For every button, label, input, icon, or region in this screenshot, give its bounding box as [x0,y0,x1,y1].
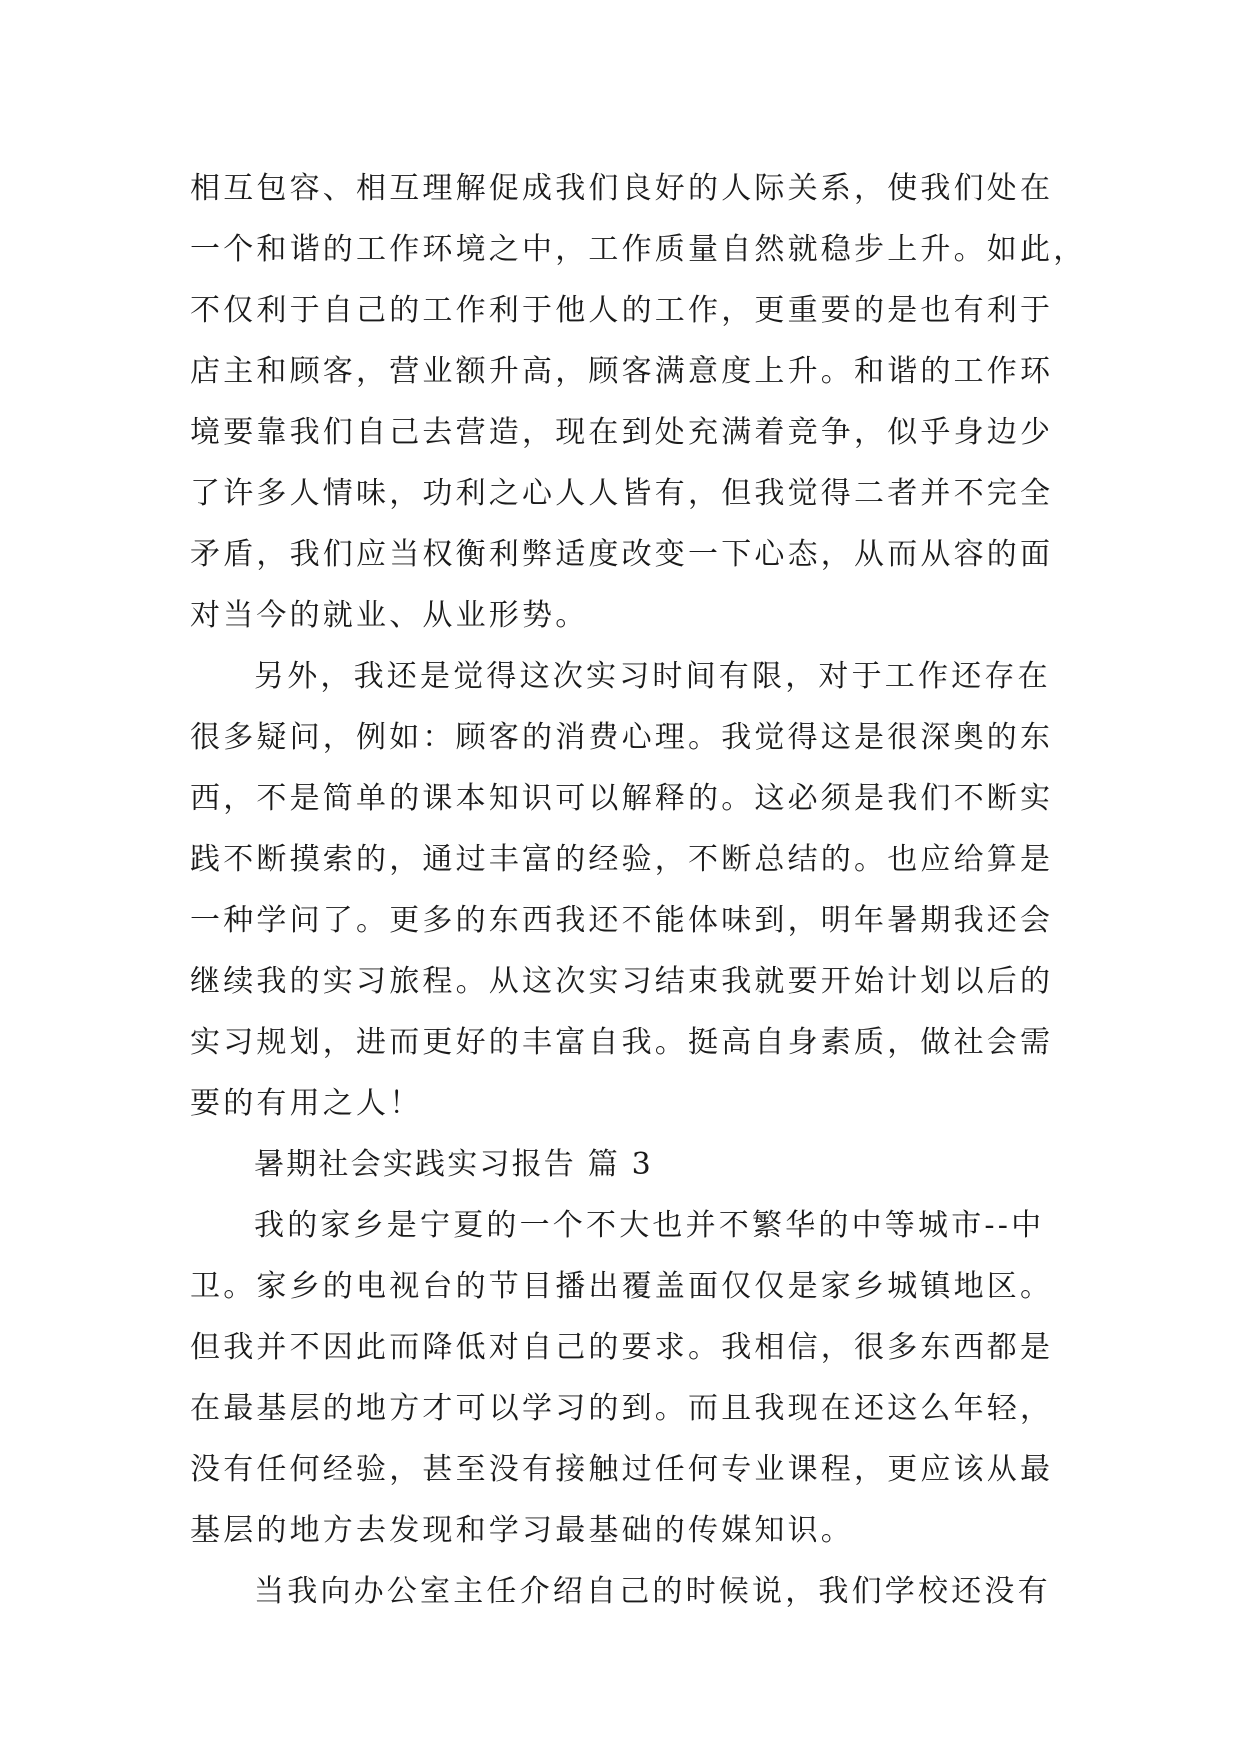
paragraph-hometown [190,1195,1054,1561]
text-line: 继续我的实习旅程。从这次实习结束我就要开始计划以后的 [190,964,1054,999]
text-line: 一个和谐的工作环境之中，工作质量自然就稳步上升。如此， [190,232,1087,267]
text-line: 境要靠我们自己去营造，现在到处充满着竞争，似乎身边少 [190,415,1054,450]
text-line: 店主和顾客，营业额升高，顾客满意度上升。和谐的工作环 [190,354,1054,389]
text-line: 相互包容、相互理解促成我们良好的人际关系，使我们处在 [190,171,1054,206]
document-body [190,158,1087,1622]
text-line: 不仅利于自己的工作利于他人的工作，更重要的是也有利于 [190,293,1054,328]
text-line: 很多疑问，例如：顾客的消费心理。我觉得这是很深奥的东 [190,720,1054,755]
text-line: 当我向办公室主任介绍自己的时候说，我们学校还没有 [254,1574,1051,1609]
paragraph-interpersonal-harmony [190,158,1087,646]
text-line: 践不断摸索的，通过丰富的经验，不断总结的。也应给算是 [190,842,1054,877]
paragraph-internship-reflection [190,646,1054,1134]
text-line: 对当今的就业、从业形势。 [190,598,589,633]
text-line: 但我并不因此而降低对自己的要求。我相信，很多东西都是 [190,1330,1054,1365]
text-line: 卫。家乡的电视台的节目播出覆盖面仅仅是家乡城镇地区。 [190,1269,1054,1304]
text-line: 实习规划，进而更好的丰富自我。挺高自身素质，做社会需 [190,1025,1054,1060]
text-line: 另外，我还是觉得这次实习时间有限，对于工作还存在 [254,659,1051,694]
text-line: 我的家乡是宁夏的一个不大也并不繁华的中等城市--中 [254,1208,1045,1243]
text-line: 矛盾，我们应当权衡利弊适度改变一下心态，从而从容的面 [190,537,1054,572]
text-line: 西，不是简单的课本知识可以解释的。这必须是我们不断实 [190,781,1054,816]
text-line: 没有任何经验，甚至没有接触过任何专业课程，更应该从最 [190,1452,1054,1487]
paragraph-office-introduction [190,1561,1050,1622]
text-line: 基层的地方去发现和学习最基础的传媒知识。 [190,1513,854,1548]
text-line: 要的有用之人！ [190,1086,423,1121]
text-line: 在最基层的地方才可以学习的到。而且我现在还这么年轻， [190,1391,1054,1426]
section-heading: 暑期社会实践实习报告 篇 3 [254,1147,653,1182]
text-line: 一种学问了。更多的东西我还不能体味到，明年暑期我还会 [190,903,1054,938]
text-line: 了许多人情味，功利之心人人皆有，但我觉得二者并不完全 [190,476,1054,511]
